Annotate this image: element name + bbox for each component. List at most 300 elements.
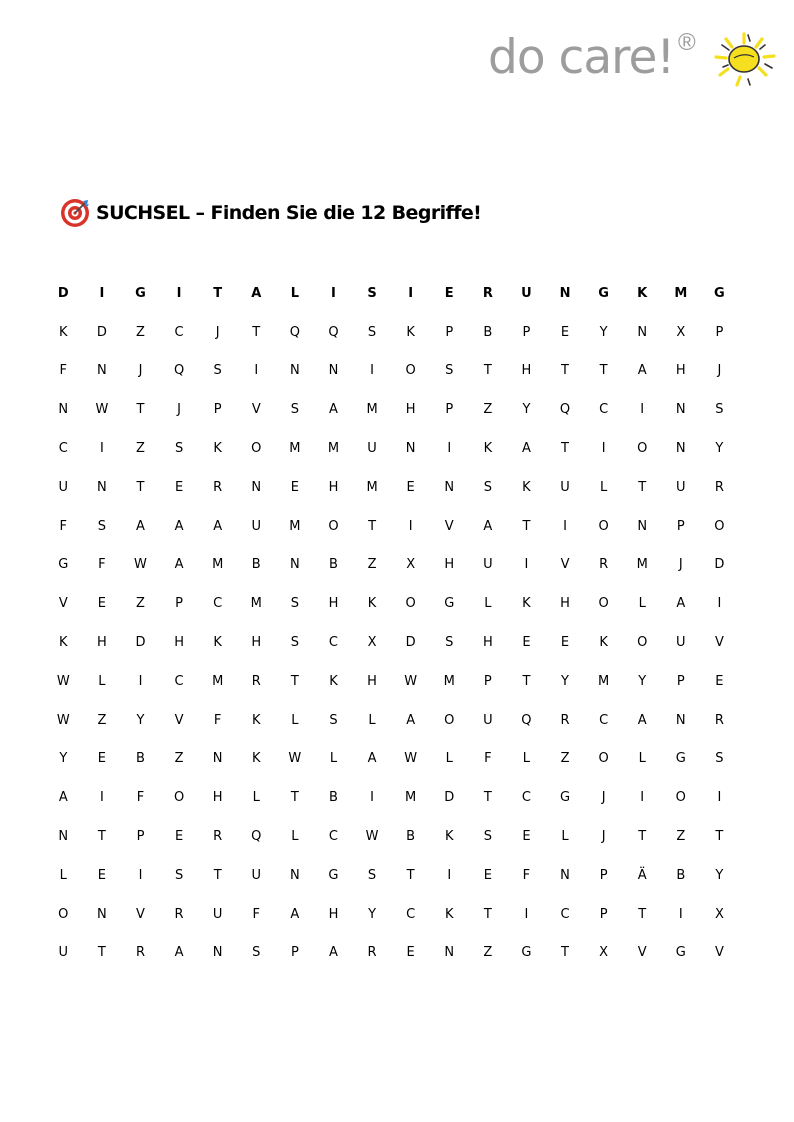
- grid-letter: Z: [136, 441, 145, 457]
- grid-letter: G: [444, 596, 455, 612]
- grid-letter: D: [714, 557, 725, 573]
- grid-letter: K: [252, 751, 261, 767]
- grid-letter: G: [714, 285, 725, 301]
- company-logo: [488, 28, 778, 88]
- grid-letter: I: [331, 285, 336, 301]
- grid-letter: E: [406, 479, 415, 495]
- grid-letter: S: [97, 518, 107, 534]
- grid-letter: E: [97, 751, 106, 767]
- grid-letter: L: [484, 596, 492, 612]
- grid-letter: U: [676, 479, 686, 495]
- grid-letter: A: [290, 906, 300, 922]
- grid-letter: S: [445, 635, 454, 651]
- grid-letter: I: [370, 363, 374, 379]
- grid-letter: I: [447, 867, 452, 883]
- grid-letter: O: [444, 712, 455, 728]
- grid-letter: P: [213, 402, 222, 418]
- grid-letter: L: [445, 751, 453, 767]
- grid-row: [44, 468, 739, 507]
- grid-letter: G: [135, 285, 146, 301]
- grid-letter: T: [638, 479, 647, 495]
- grid-letter: Q: [559, 402, 571, 418]
- puzzle-title: SUCHSEL – Finden Sie die 12 Begriffe!: [96, 202, 482, 224]
- grid-letter: I: [99, 285, 105, 301]
- grid-letter: I: [408, 518, 413, 534]
- grid-letter: G: [58, 557, 69, 573]
- grid-letter: S: [483, 479, 492, 495]
- grid-letter: P: [599, 867, 608, 883]
- grid-letter: L: [290, 285, 299, 301]
- grid-letter: N: [212, 751, 223, 767]
- grid-letter: T: [97, 945, 106, 961]
- grid-letter: M: [289, 441, 301, 457]
- grid-letter: E: [444, 285, 454, 301]
- grid-letter: A: [213, 518, 223, 534]
- grid-letter: I: [99, 441, 104, 457]
- grid-letter: T: [599, 363, 608, 379]
- grid-letter: H: [444, 557, 455, 573]
- grid-letter: T: [522, 673, 531, 689]
- grid-letter: I: [447, 441, 452, 457]
- grid-letter: C: [174, 324, 184, 340]
- grid-letter: D: [444, 790, 455, 806]
- grid-letter: P: [445, 324, 454, 340]
- grid-letter: J: [717, 363, 722, 379]
- grid-letter: R: [251, 673, 261, 689]
- grid-letter: M: [598, 673, 610, 689]
- grid-letter: T: [638, 906, 647, 922]
- grid-letter: S: [290, 596, 299, 612]
- puzzle-heading: [60, 198, 481, 228]
- grid-letter: F: [213, 712, 222, 728]
- grid-letter: N: [289, 867, 300, 883]
- grid-letter: N: [97, 906, 107, 922]
- grid-letter: J: [601, 829, 606, 845]
- grid-letter: J: [601, 790, 606, 806]
- grid-letter: Y: [638, 673, 647, 689]
- grid-row: [44, 701, 739, 740]
- grid-letter: O: [714, 518, 725, 534]
- grid-letter: M: [212, 557, 224, 573]
- grid-letter: P: [445, 402, 454, 418]
- grid-letter: M: [636, 557, 648, 573]
- grid-letter: A: [637, 363, 647, 379]
- grid-letter: N: [58, 402, 69, 418]
- grid-letter: I: [640, 790, 645, 806]
- grid-letter: O: [637, 635, 648, 651]
- grid-letter: C: [406, 906, 416, 922]
- grid-letter: N: [212, 945, 223, 961]
- grid-letter: Y: [715, 867, 724, 883]
- grid-letter: V: [136, 906, 145, 922]
- grid-letter: B: [483, 324, 493, 340]
- grid-letter: C: [328, 829, 338, 845]
- grid-row: [44, 740, 739, 779]
- grid-letter: L: [522, 751, 531, 767]
- grid-letter: R: [213, 829, 223, 845]
- grid-letter: P: [136, 829, 145, 845]
- grid-letter: V: [58, 596, 68, 612]
- grid-letter: R: [135, 945, 145, 961]
- grid-letter: K: [252, 712, 261, 728]
- grid-row: [44, 895, 739, 934]
- grid-letter: U: [676, 635, 686, 651]
- grid-letter: A: [329, 945, 338, 961]
- grid-letter: H: [97, 635, 107, 651]
- grid-letter: N: [97, 479, 107, 495]
- grid-row: [44, 546, 739, 585]
- grid-letter: M: [366, 479, 378, 495]
- grid-letter: N: [251, 479, 262, 495]
- grid-letter: V: [174, 712, 184, 728]
- grid-letter: I: [99, 790, 104, 806]
- grid-letter: S: [715, 751, 724, 767]
- grid-letter: T: [561, 363, 569, 379]
- grid-letter: R: [714, 479, 724, 495]
- grid-letter: H: [212, 790, 223, 806]
- grid-letter: O: [58, 906, 69, 922]
- grid-letter: T: [483, 363, 492, 379]
- grid-letter: Z: [136, 324, 145, 340]
- grid-letter: E: [522, 635, 531, 651]
- grid-letter: T: [213, 285, 223, 301]
- grid-letter: O: [598, 596, 609, 612]
- grid-letter: S: [213, 363, 222, 379]
- grid-letter: H: [174, 635, 184, 651]
- grid-letter: F: [252, 906, 260, 922]
- grid-letter: K: [444, 906, 454, 922]
- grid-letter: S: [483, 829, 492, 845]
- grid-letter: T: [136, 402, 145, 418]
- grid-letter: U: [251, 518, 262, 534]
- grid-letter: H: [405, 402, 416, 418]
- grid-letter: A: [637, 712, 647, 728]
- grid-letter: A: [676, 596, 686, 612]
- grid-letter: P: [522, 324, 531, 340]
- grid-letter: E: [97, 867, 106, 883]
- grid-letter: P: [715, 324, 724, 340]
- grid-letter: R: [213, 479, 223, 495]
- grid-letter: K: [367, 596, 377, 612]
- grid-letter: A: [251, 285, 262, 301]
- grid-letter: W: [288, 751, 302, 767]
- grid-letter: J: [215, 324, 220, 340]
- grid-letter: I: [524, 557, 529, 573]
- grid-letter: W: [134, 557, 147, 573]
- grid-letter: D: [135, 635, 146, 651]
- grid-letter: U: [58, 945, 69, 961]
- grid-row: [44, 274, 739, 313]
- grid-letter: W: [56, 712, 70, 728]
- grid-letter: S: [367, 867, 377, 883]
- grid-letter: K: [59, 324, 68, 340]
- grid-letter: A: [136, 518, 145, 534]
- grid-letter: Z: [560, 751, 570, 767]
- grid-letter: E: [174, 479, 184, 495]
- grid-letter: C: [521, 790, 531, 806]
- grid-letter: L: [561, 829, 569, 845]
- grid-letter: C: [174, 673, 184, 689]
- grid-letter: S: [290, 402, 299, 418]
- grid-letter: X: [406, 557, 416, 573]
- grid-letter: W: [404, 751, 418, 767]
- grid-letter: Y: [715, 441, 724, 457]
- grid-letter: G: [598, 285, 609, 301]
- word-search-grid: [44, 274, 739, 972]
- grid-letter: B: [406, 829, 416, 845]
- grid-row: [44, 507, 739, 546]
- grid-letter: L: [252, 790, 260, 806]
- grid-letter: K: [213, 635, 222, 651]
- grid-letter: R: [560, 712, 570, 728]
- grid-letter: Z: [174, 751, 184, 767]
- grid-letter: I: [176, 285, 182, 301]
- grid-letter: M: [327, 441, 340, 457]
- grid-letter: F: [522, 867, 531, 883]
- registered-trademark-mark: ®: [678, 29, 696, 56]
- grid-letter: A: [174, 557, 184, 573]
- grid-letter: S: [252, 945, 261, 961]
- grid-letter: T: [290, 790, 299, 806]
- grid-letter: Z: [97, 712, 107, 728]
- grid-letter: I: [370, 790, 374, 806]
- grid-letter: Q: [173, 363, 185, 379]
- grid-letter: D: [96, 324, 107, 340]
- grid-letter: J: [678, 557, 683, 573]
- grid-letter: O: [328, 518, 339, 534]
- target-dart-icon: [60, 198, 90, 228]
- grid-letter: M: [250, 596, 262, 612]
- grid-letter: V: [714, 635, 724, 651]
- grid-letter: Q: [251, 829, 262, 845]
- grid-letter: F: [98, 557, 106, 573]
- grid-letter: H: [675, 363, 686, 379]
- grid-row: [44, 934, 739, 973]
- grid-letter: U: [251, 867, 262, 883]
- grid-row: [44, 662, 739, 701]
- grid-letter: O: [675, 790, 686, 806]
- grid-row: [44, 429, 739, 468]
- grid-letter: Z: [367, 557, 377, 573]
- grid-letter: S: [715, 402, 724, 418]
- grid-letter: G: [328, 867, 339, 883]
- grid-letter: C: [599, 402, 609, 418]
- grid-letter: R: [367, 945, 377, 961]
- grid-letter: U: [367, 441, 377, 457]
- grid-letter: N: [444, 945, 455, 961]
- grid-letter: N: [289, 363, 300, 379]
- grid-letter: Ä: [637, 867, 647, 883]
- grid-letter: I: [138, 867, 143, 883]
- grid-letter: X: [676, 324, 686, 340]
- grid-letter: M: [366, 402, 378, 418]
- grid-letter: U: [212, 906, 223, 922]
- grid-letter: I: [640, 402, 645, 418]
- grid-letter: A: [483, 518, 493, 534]
- grid-letter: U: [483, 557, 493, 573]
- grid-letter: Y: [599, 324, 608, 340]
- grid-letter: T: [715, 829, 724, 845]
- grid-letter: E: [97, 596, 106, 612]
- grid-letter: T: [213, 867, 222, 883]
- grid-letter: Q: [289, 324, 300, 340]
- grid-letter: P: [483, 673, 492, 689]
- grid-letter: A: [174, 945, 184, 961]
- grid-row: [44, 352, 739, 391]
- grid-letter: N: [637, 324, 648, 340]
- grid-letter: Y: [561, 673, 569, 689]
- grid-letter: M: [443, 673, 455, 689]
- grid-letter: S: [290, 635, 299, 651]
- grid-letter: B: [136, 751, 145, 767]
- grid-letter: N: [637, 518, 648, 534]
- grid-letter: Y: [136, 712, 145, 728]
- grid-letter: G: [675, 945, 686, 961]
- grid-letter: S: [367, 324, 377, 340]
- grid-letter: H: [521, 363, 532, 379]
- grid-letter: E: [560, 324, 570, 340]
- logo-wordmark: do care!: [488, 30, 675, 85]
- grid-letter: T: [97, 829, 106, 845]
- grid-letter: D: [405, 635, 416, 651]
- grid-letter: K: [522, 479, 531, 495]
- grid-row: [44, 390, 739, 429]
- grid-letter: T: [638, 829, 647, 845]
- grid-letter: X: [599, 945, 609, 961]
- grid-letter: I: [563, 518, 567, 534]
- grid-letter: Y: [522, 402, 531, 418]
- grid-letter: O: [598, 751, 609, 767]
- grid-row: [44, 817, 739, 856]
- grid-letter: E: [560, 635, 570, 651]
- grid-letter: W: [365, 829, 379, 845]
- grid-letter: A: [521, 441, 531, 457]
- grid-letter: C: [213, 596, 223, 612]
- grid-letter: A: [174, 518, 184, 534]
- grid-letter: L: [599, 479, 608, 495]
- grid-letter: W: [95, 402, 109, 418]
- grid-letter: G: [521, 945, 532, 961]
- grid-letter: V: [560, 557, 570, 573]
- grid-letter: V: [714, 945, 724, 961]
- grid-letter: M: [289, 518, 301, 534]
- grid-letter: U: [483, 712, 493, 728]
- grid-letter: N: [444, 479, 455, 495]
- grid-letter: E: [174, 829, 184, 845]
- grid-letter: U: [58, 479, 69, 495]
- grid-letter: O: [405, 363, 416, 379]
- grid-letter: H: [328, 596, 339, 612]
- grid-letter: I: [678, 906, 683, 922]
- grid-letter: O: [637, 441, 648, 457]
- grid-letter: N: [97, 363, 107, 379]
- grid-letter: B: [328, 557, 338, 573]
- grid-letter: F: [59, 363, 68, 379]
- grid-letter: T: [483, 906, 492, 922]
- grid-letter: H: [251, 635, 262, 651]
- grid-row: [44, 778, 739, 817]
- grid-letter: J: [177, 402, 181, 418]
- grid-letter: B: [328, 790, 338, 806]
- grid-letter: G: [559, 790, 571, 806]
- grid-letter: U: [521, 285, 532, 301]
- grid-letter: L: [59, 867, 67, 883]
- grid-letter: N: [560, 867, 570, 883]
- grid-letter: X: [367, 635, 377, 651]
- grid-letter: N: [328, 363, 339, 379]
- grid-letter: R: [714, 712, 724, 728]
- grid-letter: O: [405, 596, 416, 612]
- grid-letter: A: [406, 712, 416, 728]
- grid-letter: P: [175, 596, 183, 612]
- grid-letter: S: [329, 712, 338, 728]
- grid-letter: G: [675, 751, 686, 767]
- grid-letter: T: [368, 518, 377, 534]
- grid-letter: L: [329, 751, 338, 767]
- grid-letter: L: [368, 712, 376, 728]
- grid-letter: T: [561, 441, 569, 457]
- grid-letter: O: [173, 790, 185, 806]
- grid-letter: H: [328, 479, 339, 495]
- grid-letter: Y: [59, 751, 68, 767]
- grid-letter: P: [676, 518, 685, 534]
- grid-letter: L: [291, 829, 299, 845]
- grid-letter: E: [522, 829, 531, 845]
- grid-letter: H: [482, 635, 493, 651]
- grid-letter: T: [290, 673, 299, 689]
- grid-letter: T: [252, 324, 261, 340]
- grid-letter: P: [290, 945, 299, 961]
- grid-letter: V: [444, 518, 454, 534]
- grid-letter: S: [445, 363, 454, 379]
- grid-letter: B: [251, 557, 261, 573]
- grid-row: [44, 313, 739, 352]
- grid-letter: S: [174, 867, 184, 883]
- grid-letter: L: [638, 751, 646, 767]
- grid-letter: N: [405, 441, 416, 457]
- grid-letter: Z: [136, 596, 145, 612]
- grid-letter: I: [717, 596, 722, 612]
- grid-letter: P: [676, 673, 685, 689]
- grid-letter: O: [251, 441, 262, 457]
- grid-letter: L: [291, 712, 299, 728]
- grid-letter: V: [251, 402, 261, 418]
- grid-letter: C: [328, 635, 338, 651]
- grid-letter: E: [406, 945, 415, 961]
- grid-letter: I: [408, 285, 414, 301]
- grid-letter: B: [676, 867, 686, 883]
- grid-letter: E: [290, 479, 299, 495]
- grid-letter: V: [637, 945, 647, 961]
- grid-letter: I: [601, 441, 606, 457]
- grid-letter: O: [598, 518, 609, 534]
- grid-letter: H: [560, 596, 570, 612]
- grid-letter: S: [174, 441, 184, 457]
- grid-letter: Y: [368, 906, 377, 922]
- grid-letter: R: [599, 557, 609, 573]
- grid-letter: T: [522, 518, 531, 534]
- grid-letter: S: [367, 285, 377, 301]
- grid-letter: K: [59, 635, 68, 651]
- grid-letter: T: [483, 790, 492, 806]
- grid-letter: M: [405, 790, 417, 806]
- grid-letter: K: [406, 324, 415, 340]
- grid-letter: M: [674, 285, 688, 301]
- grid-letter: F: [136, 790, 145, 806]
- grid-letter: D: [57, 285, 69, 301]
- grid-letter: X: [714, 906, 724, 922]
- grid-letter: T: [406, 867, 415, 883]
